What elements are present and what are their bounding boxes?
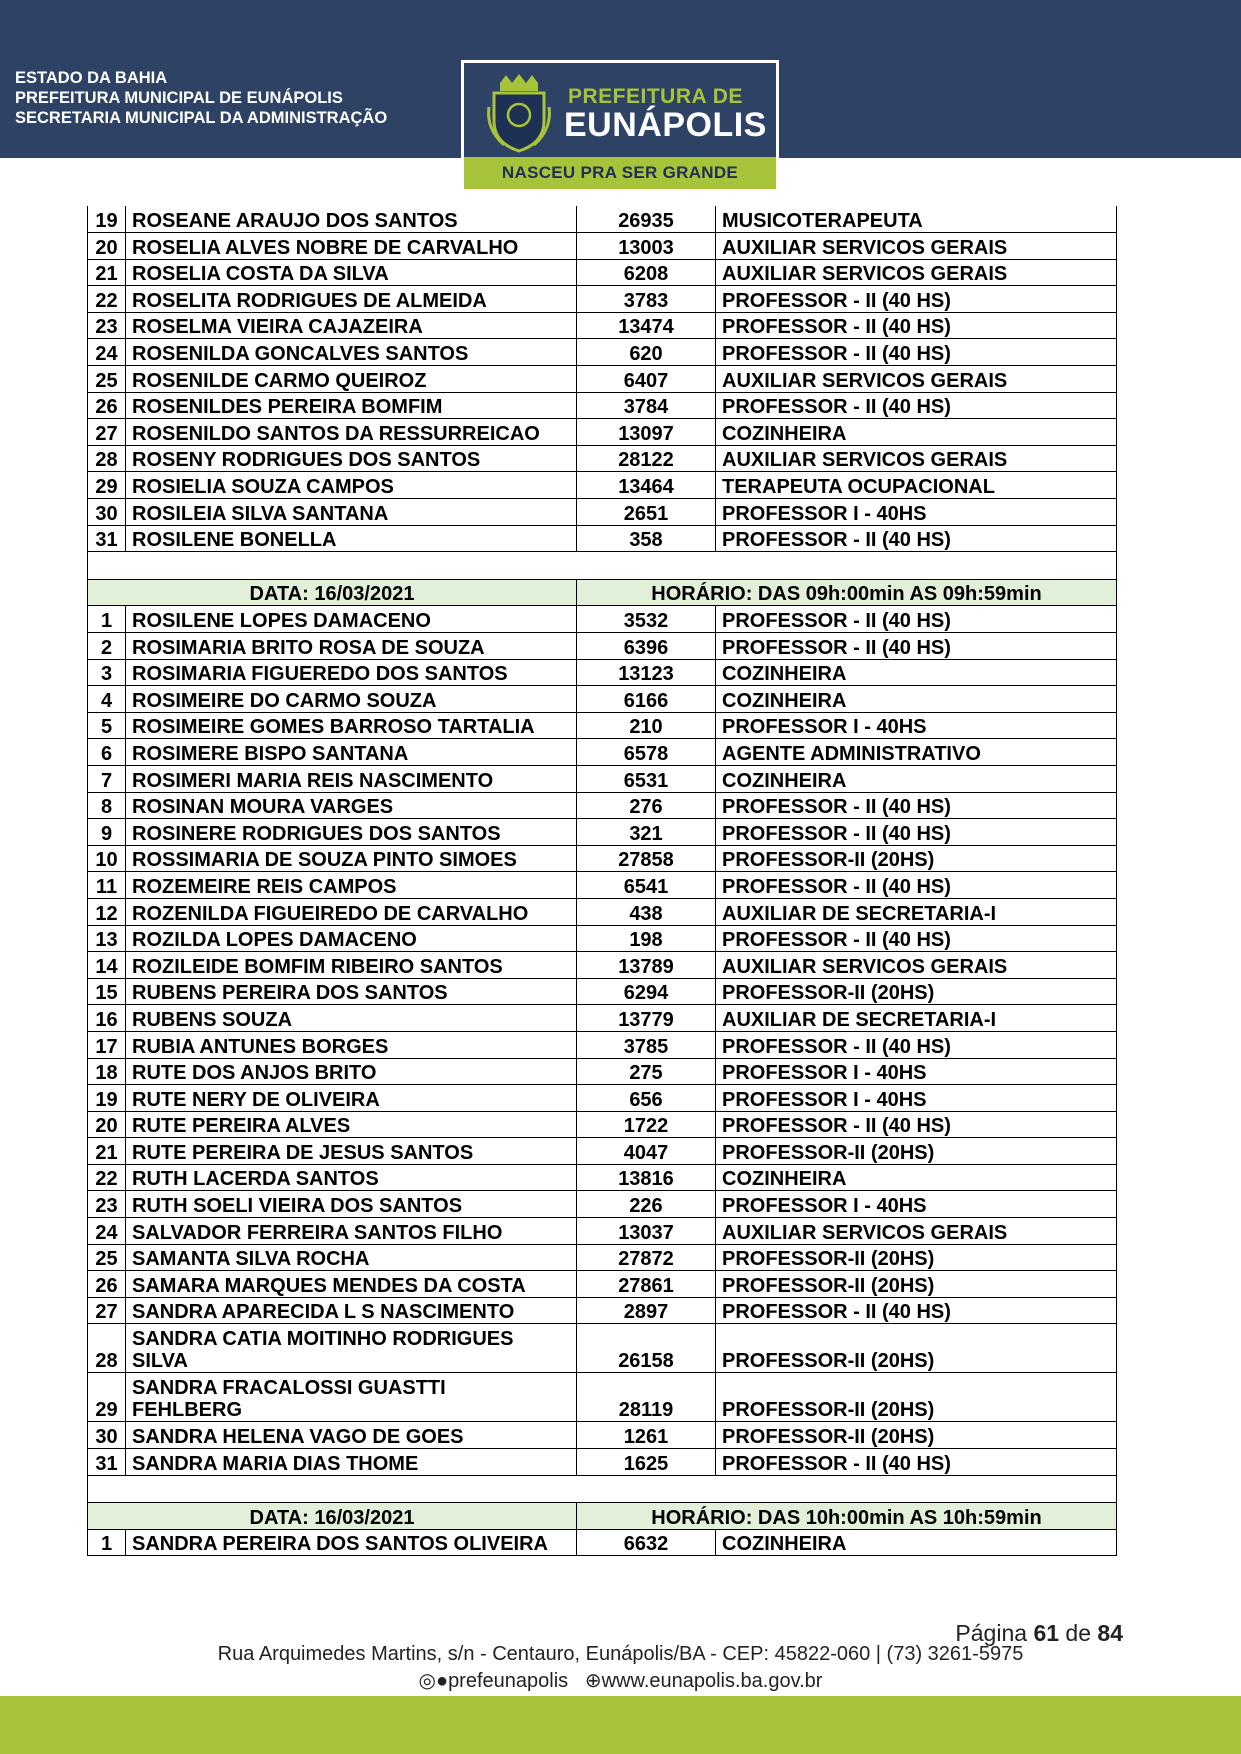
- employee-code: 321: [577, 819, 716, 846]
- row-number: 30: [88, 499, 126, 526]
- employee-name: RUTE PEREIRA ALVES: [126, 1111, 577, 1138]
- row-number: 24: [88, 339, 126, 366]
- employee-code: 6541: [577, 872, 716, 899]
- row-number: 26: [88, 392, 126, 419]
- row-number: 21: [88, 1138, 126, 1165]
- employee-code: 13474: [577, 312, 716, 339]
- schedule-date: DATA: 16/03/2021: [88, 579, 577, 606]
- table-row: [88, 445, 1117, 472]
- row-number: 2: [88, 633, 126, 660]
- row-number: 11: [88, 872, 126, 899]
- row-number: 26: [88, 1271, 126, 1298]
- table-row: [88, 233, 1117, 260]
- employee-name-line: SANDRA FRACALOSSI GUASTTI: [132, 1377, 446, 1400]
- table-row: [88, 206, 1117, 233]
- employee-name: ROSIMERE BISPO SANTANA: [126, 739, 577, 766]
- employee-role: COZINHEIRA: [716, 686, 1117, 713]
- employee-code: 3784: [577, 392, 716, 419]
- employee-name: ROSELMA VIEIRA CAJAZEIRA: [126, 312, 577, 339]
- row-number: 4: [88, 686, 126, 713]
- employee-code: 13003: [577, 233, 716, 260]
- employee-name: ROSELITA RODRIGUES DE ALMEIDA: [126, 286, 577, 313]
- table-row: [88, 366, 1117, 393]
- employee-code: 27858: [577, 845, 716, 872]
- table-row: [88, 1244, 1117, 1271]
- employee-role: AUXILIAR SERVICOS GERAIS: [716, 259, 1117, 286]
- employee-role: TERAPEUTA OCUPACIONAL: [716, 472, 1117, 499]
- table-row: [88, 286, 1117, 313]
- employee-role: AGENTE ADMINISTRATIVO: [716, 739, 1117, 766]
- employee-role: PROFESSOR-II (20HS): [716, 1324, 1117, 1373]
- table-row: [88, 1164, 1117, 1191]
- row-number: 28: [88, 445, 126, 472]
- employee-role: PROFESSOR I - 40HS: [716, 1085, 1117, 1112]
- employee-name: RUTE PEREIRA DE JESUS SANTOS: [126, 1138, 577, 1165]
- instagram-icon: ◎: [418, 1670, 436, 1692]
- employee-role: PROFESSOR - II (40 HS): [716, 1031, 1117, 1058]
- employee-code: 656: [577, 1085, 716, 1112]
- employee-code: 358: [577, 525, 716, 552]
- table-row: [88, 525, 1117, 552]
- row-number: 20: [88, 1111, 126, 1138]
- employee-name-line: SILVA: [132, 1350, 188, 1373]
- table-row: [88, 659, 1117, 686]
- employee-name: ROSELIA ALVES NOBRE DE CARVALHO: [126, 233, 577, 260]
- employee-code: 13779: [577, 1005, 716, 1032]
- employee-name: RUTE DOS ANJOS BRITO: [126, 1058, 577, 1085]
- employee-code: 6531: [577, 765, 716, 792]
- employee-role: PROFESSOR - II (40 HS): [716, 633, 1117, 660]
- row-number: 8: [88, 792, 126, 819]
- row-number: 5: [88, 712, 126, 739]
- footer-address: Rua Arquimedes Martins, s/n - Centauro, Eunápolis/BA - CEP: 45822-060 | (73) 3261-5975: [217, 1643, 1024, 1665]
- table-row: [88, 978, 1117, 1005]
- row-number: 9: [88, 819, 126, 846]
- logo-slogan: NASCEU PRA SER GRANDE: [464, 157, 776, 189]
- employee-code: 26158: [577, 1324, 716, 1373]
- table-row: [88, 1529, 1117, 1556]
- employee-code: 2651: [577, 499, 716, 526]
- employee-name: ROSENILDE CARMO QUEIROZ: [126, 366, 577, 393]
- employee-name-line: FEHLBERG: [132, 1399, 242, 1422]
- table-row: [88, 686, 1117, 713]
- table-row: [88, 952, 1117, 979]
- row-number: 23: [88, 1191, 126, 1218]
- row-number: 22: [88, 1164, 126, 1191]
- employee-code: 26935: [577, 206, 716, 233]
- row-number: 27: [88, 419, 126, 446]
- employee-code: 2897: [577, 1297, 716, 1324]
- employee-role: PROFESSOR-II (20HS): [716, 1244, 1117, 1271]
- row-number: 22: [88, 286, 126, 313]
- table-row: [88, 259, 1117, 286]
- spacer-row: [88, 552, 1117, 580]
- logo-title-city: EUNÁPOLIS: [564, 106, 767, 144]
- employee-code: 6632: [577, 1529, 716, 1556]
- employee-name: [126, 1373, 577, 1422]
- facebook-icon: ●: [435, 1670, 449, 1692]
- employee-role: PROFESSOR I - 40HS: [716, 1191, 1117, 1218]
- table-row: [88, 819, 1117, 846]
- row-number: 31: [88, 525, 126, 552]
- table-row: [88, 765, 1117, 792]
- website-link[interactable]: www.eunapolis.ba.gov.br: [601, 1670, 823, 1692]
- employee-role: PROFESSOR - II (40 HS): [716, 606, 1117, 633]
- table-row: [88, 872, 1117, 899]
- employee-code: 3785: [577, 1031, 716, 1058]
- table-row: [88, 1005, 1117, 1032]
- employee-name: ROSENILDA GONCALVES SANTOS: [126, 339, 577, 366]
- table-row: [88, 1218, 1117, 1245]
- employee-code: 6294: [577, 978, 716, 1005]
- employee-name: ROZILDA LOPES DAMACENO: [126, 925, 577, 952]
- employee-name: ROSIMEIRE DO CARMO SOUZA: [126, 686, 577, 713]
- employee-code: 276: [577, 792, 716, 819]
- employee-code: 226: [577, 1191, 716, 1218]
- table-row: [88, 499, 1117, 526]
- employee-role: PROFESSOR - II (40 HS): [716, 1449, 1117, 1476]
- employee-role: AUXILIAR SERVICOS GERAIS: [716, 366, 1117, 393]
- table-row: [88, 1324, 1117, 1373]
- employee-name: ROZILEIDE BOMFIM RIBEIRO SANTOS: [126, 952, 577, 979]
- row-number: 25: [88, 366, 126, 393]
- employee-code: 198: [577, 925, 716, 952]
- row-number: 6: [88, 739, 126, 766]
- row-number: 18: [88, 1058, 126, 1085]
- schedule-header-row: [88, 1503, 1117, 1530]
- employee-role: AUXILIAR SERVICOS GERAIS: [716, 952, 1117, 979]
- employee-role: PROFESSOR-II (20HS): [716, 1422, 1117, 1449]
- row-number: 20: [88, 233, 126, 260]
- employee-name: ROSINAN MOURA VARGES: [126, 792, 577, 819]
- spacer-row: [88, 1475, 1117, 1503]
- table-row: [88, 792, 1117, 819]
- employee-role: AUXILIAR SERVICOS GERAIS: [716, 233, 1117, 260]
- employee-code: 3783: [577, 286, 716, 313]
- table-row: [88, 1271, 1117, 1298]
- employee-role: MUSICOTERAPEUTA: [716, 206, 1117, 233]
- table-row: [88, 419, 1117, 446]
- schedule-time: HORÁRIO: DAS 09h:00min AS 09h:59min: [577, 579, 1117, 606]
- employee-role: PROFESSOR I - 40HS: [716, 499, 1117, 526]
- table-row: [88, 1449, 1117, 1476]
- row-number: 16: [88, 1005, 126, 1032]
- employee-role: COZINHEIRA: [716, 1164, 1117, 1191]
- employee-name: ROSELIA COSTA DA SILVA: [126, 259, 577, 286]
- employee-code: 6208: [577, 259, 716, 286]
- employee-name: ROSEANE ARAUJO DOS SANTOS: [126, 206, 577, 233]
- prefeitura-logo: [461, 60, 779, 192]
- employee-code: 27872: [577, 1244, 716, 1271]
- employee-code: 1261: [577, 1422, 716, 1449]
- employee-name: ROSILENE BONELLA: [126, 525, 577, 552]
- employee-role: PROFESSOR-II (20HS): [716, 978, 1117, 1005]
- table-row: [88, 1373, 1117, 1422]
- row-number: 10: [88, 845, 126, 872]
- employee-role: PROFESSOR - II (40 HS): [716, 525, 1117, 552]
- employee-name: ROSIMERI MARIA REIS NASCIMENTO: [126, 765, 577, 792]
- table-row: [88, 1085, 1117, 1112]
- row-number: 25: [88, 1244, 126, 1271]
- employee-name: RUBENS SOUZA: [126, 1005, 577, 1032]
- employee-name: RUTH LACERDA SANTOS: [126, 1164, 577, 1191]
- table-row: [88, 633, 1117, 660]
- table-row: [88, 1138, 1117, 1165]
- employee-schedule-table: [87, 206, 1117, 1556]
- row-number: 12: [88, 898, 126, 925]
- employee-code: 13123: [577, 659, 716, 686]
- row-number: 13: [88, 925, 126, 952]
- employee-role: COZINHEIRA: [716, 659, 1117, 686]
- row-number: 17: [88, 1031, 126, 1058]
- employee-code: 13816: [577, 1164, 716, 1191]
- employee-code: 620: [577, 339, 716, 366]
- employee-role: PROFESSOR - II (40 HS): [716, 925, 1117, 952]
- employee-name: ROSENY RODRIGUES DOS SANTOS: [126, 445, 577, 472]
- city-crest-icon: [486, 73, 552, 153]
- employee-role: AUXILIAR DE SECRETARIA-I: [716, 1005, 1117, 1032]
- employee-code: 6166: [577, 686, 716, 713]
- employee-role: COZINHEIRA: [716, 1529, 1117, 1556]
- table-row: [88, 1297, 1117, 1324]
- employee-code: 1722: [577, 1111, 716, 1138]
- row-number: 31: [88, 1449, 126, 1476]
- logo-title-top: PREFEITURA DE: [568, 85, 743, 108]
- employee-name-line: SANDRA CATIA MOITINHO RODRIGUES: [132, 1328, 514, 1351]
- employee-code: 28122: [577, 445, 716, 472]
- employee-role: AUXILIAR DE SECRETARIA-I: [716, 898, 1117, 925]
- table-row: [88, 339, 1117, 366]
- employee-name: RUTE NERY DE OLIVEIRA: [126, 1085, 577, 1112]
- table-row: [88, 1058, 1117, 1085]
- employee-name: ROZEMEIRE REIS CAMPOS: [126, 872, 577, 899]
- employee-code: 13464: [577, 472, 716, 499]
- employee-name: ROZENILDA FIGUEIREDO DE CARVALHO: [126, 898, 577, 925]
- employee-role: PROFESSOR - II (40 HS): [716, 286, 1117, 313]
- employee-name: [126, 1324, 577, 1373]
- schedule-time: HORÁRIO: DAS 10h:00min AS 10h:59min: [577, 1503, 1117, 1530]
- employee-role: PROFESSOR-II (20HS): [716, 1138, 1117, 1165]
- employee-name: ROSIELIA SOUZA CAMPOS: [126, 472, 577, 499]
- employee-name: ROSIMARIA BRITO ROSA DE SOUZA: [126, 633, 577, 660]
- table-row: [88, 606, 1117, 633]
- employee-name: ROSINERE RODRIGUES DOS SANTOS: [126, 819, 577, 846]
- employee-code: 4047: [577, 1138, 716, 1165]
- employee-name: SANDRA PEREIRA DOS SANTOS OLIVEIRA: [126, 1529, 577, 1556]
- employee-role: PROFESSOR - II (40 HS): [716, 1297, 1117, 1324]
- page-current: 61: [1033, 1620, 1060, 1646]
- employee-role: PROFESSOR - II (40 HS): [716, 872, 1117, 899]
- employee-name: SANDRA APARECIDA L S NASCIMENTO: [126, 1297, 577, 1324]
- employee-name: ROSIMARIA FIGUEREDO DOS SANTOS: [126, 659, 577, 686]
- employee-name: ROSIMEIRE GOMES BARROSO TARTALIA: [126, 712, 577, 739]
- row-number: 24: [88, 1218, 126, 1245]
- row-number: 3: [88, 659, 126, 686]
- table-row: [88, 925, 1117, 952]
- table-row: [88, 472, 1117, 499]
- row-number: 1: [88, 1529, 126, 1556]
- employee-name: SAMANTA SILVA ROCHA: [126, 1244, 577, 1271]
- page-label: Página: [955, 1620, 1028, 1646]
- employee-role: PROFESSOR - II (40 HS): [716, 792, 1117, 819]
- page-total: 84: [1097, 1620, 1123, 1646]
- spacer-cell: [88, 552, 1117, 580]
- row-number: 15: [88, 978, 126, 1005]
- row-number: 28: [88, 1324, 126, 1373]
- globe-icon: ⊕: [584, 1670, 602, 1692]
- table-row: [88, 898, 1117, 925]
- row-number: 7: [88, 765, 126, 792]
- employee-name: ROSENILDO SANTOS DA RESSURREICAO: [126, 419, 577, 446]
- employee-role: PROFESSOR I - 40HS: [716, 712, 1117, 739]
- employee-code: 6396: [577, 633, 716, 660]
- employee-role: PROFESSOR-II (20HS): [716, 1271, 1117, 1298]
- employee-role: COZINHEIRA: [716, 765, 1117, 792]
- employee-role: PROFESSOR - II (40 HS): [716, 1111, 1117, 1138]
- employee-code: 275: [577, 1058, 716, 1085]
- header-prefecture: PREFEITURA MUNICIPAL DE EUNÁPOLIS: [15, 89, 343, 107]
- employee-role: PROFESSOR-II (20HS): [716, 1373, 1117, 1422]
- employee-role: PROFESSOR I - 40HS: [716, 1058, 1117, 1085]
- row-number: 19: [88, 206, 126, 233]
- table-row: [88, 1191, 1117, 1218]
- employee-code: 13789: [577, 952, 716, 979]
- employee-name: SANDRA MARIA DIAS THOME: [126, 1449, 577, 1476]
- employee-name: RUBENS PEREIRA DOS SANTOS: [126, 978, 577, 1005]
- table-row: [88, 392, 1117, 419]
- header-state: ESTADO DA BAHIA: [15, 69, 168, 87]
- spacer-cell: [88, 1475, 1117, 1503]
- employee-code: 210: [577, 712, 716, 739]
- schedule-date: DATA: 16/03/2021: [88, 1503, 577, 1530]
- employee-code: 438: [577, 898, 716, 925]
- table-row: [88, 845, 1117, 872]
- employee-code: 3532: [577, 606, 716, 633]
- employee-role: PROFESSOR - II (40 HS): [716, 339, 1117, 366]
- social-handle: prefeunapolis: [448, 1670, 569, 1692]
- employee-name: SAMARA MARQUES MENDES DA COSTA: [126, 1271, 577, 1298]
- employee-code: 13037: [577, 1218, 716, 1245]
- employee-code: 1625: [577, 1449, 716, 1476]
- employee-role: PROFESSOR-II (20HS): [716, 845, 1117, 872]
- employee-role: COZINHEIRA: [716, 419, 1117, 446]
- employee-code: 6407: [577, 366, 716, 393]
- employee-role: PROFESSOR - II (40 HS): [716, 819, 1117, 846]
- footer-social: [0, 1668, 1241, 1693]
- employee-role: PROFESSOR - II (40 HS): [716, 392, 1117, 419]
- employee-code: 27861: [577, 1271, 716, 1298]
- header-text: [15, 68, 387, 128]
- employee-name: SANDRA HELENA VAGO DE GOES: [126, 1422, 577, 1449]
- row-number: 29: [88, 1373, 126, 1422]
- employee-name: ROSILENE LOPES DAMACENO: [126, 606, 577, 633]
- table-body: [88, 206, 1117, 1556]
- schedule-header-row: [88, 579, 1117, 606]
- employee-code: 28119: [577, 1373, 716, 1422]
- table-row: [88, 712, 1117, 739]
- employee-role: AUXILIAR SERVICOS GERAIS: [716, 445, 1117, 472]
- row-number: 19: [88, 1085, 126, 1112]
- employee-code: 6578: [577, 739, 716, 766]
- row-number: 27: [88, 1297, 126, 1324]
- table-row: [88, 1031, 1117, 1058]
- row-number: 30: [88, 1422, 126, 1449]
- row-number: 1: [88, 606, 126, 633]
- page-separator: de: [1065, 1620, 1092, 1646]
- row-number: 14: [88, 952, 126, 979]
- employee-name: ROSILEIA SILVA SANTANA: [126, 499, 577, 526]
- employee-name: RUTH SOELI VIEIRA DOS SANTOS: [126, 1191, 577, 1218]
- employee-role: AUXILIAR SERVICOS GERAIS: [716, 1218, 1117, 1245]
- table-row: [88, 739, 1117, 766]
- table-row: [88, 1111, 1117, 1138]
- employee-name: SALVADOR FERREIRA SANTOS FILHO: [126, 1218, 577, 1245]
- row-number: 21: [88, 259, 126, 286]
- row-number: 29: [88, 472, 126, 499]
- employee-role: PROFESSOR - II (40 HS): [716, 312, 1117, 339]
- row-number: 23: [88, 312, 126, 339]
- employee-name: ROSSIMARIA DE SOUZA PINTO SIMOES: [126, 845, 577, 872]
- header-secretariat: SECRETARIA MUNICIPAL DA ADMINISTRAÇÃO: [15, 109, 388, 127]
- employee-name: RUBIA ANTUNES BORGES: [126, 1031, 577, 1058]
- table-row: [88, 312, 1117, 339]
- employee-code: 13097: [577, 419, 716, 446]
- table-row: [88, 1422, 1117, 1449]
- employee-name: ROSENILDES PEREIRA BOMFIM: [126, 392, 577, 419]
- footer-band: [0, 1696, 1241, 1754]
